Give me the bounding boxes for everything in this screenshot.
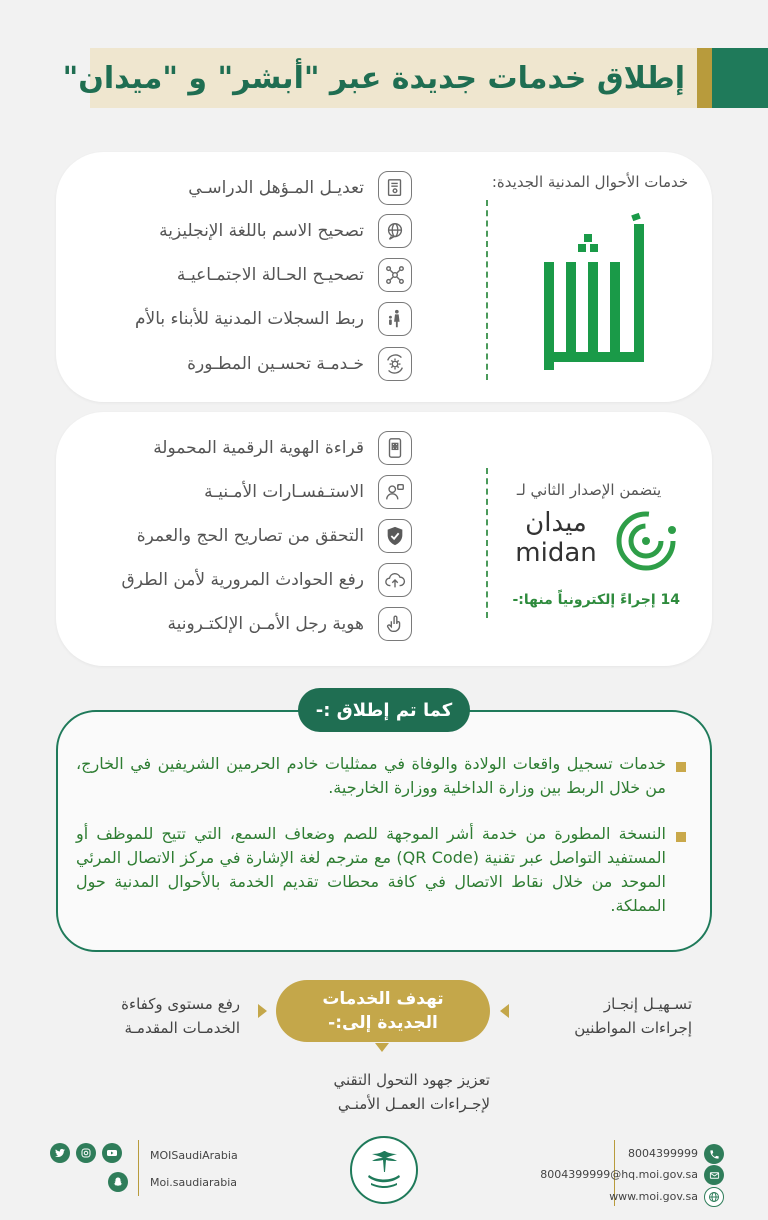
goal-bottom-line1: تعزيز جهود التحول التقني (333, 1071, 490, 1089)
midan-item-label: رفع الحوادث المرورية لأمن الطرق (121, 570, 364, 590)
absher-item-social-status (82, 257, 412, 293)
youtube-icon[interactable] (102, 1143, 122, 1163)
goal-arrow-down-icon (375, 1043, 389, 1052)
bullet-square-icon (676, 762, 686, 772)
bullet-square-icon (676, 832, 686, 842)
also-launched-section (56, 710, 712, 952)
instagram-icon[interactable] (76, 1143, 96, 1163)
social-handle-2[interactable]: Moi.saudiarabia (150, 1176, 238, 1189)
midan-item-label: قراءة الهوية الرقمية المحمولة (153, 438, 364, 458)
page-title: إطلاق خدمات جديدة عبر "أبشر" و "ميدان" (62, 60, 685, 96)
absher-item-label: ربط السجلات المدنية للأبناء بالأم (134, 309, 364, 329)
absher-item-label: خـدمـة تحسـين المطـورة (187, 354, 364, 374)
certificate-icon (378, 171, 412, 205)
also-bullet-1 (76, 752, 686, 800)
language-icon (378, 214, 412, 248)
midan-caption: يتضمن الإصدار الثاني لـ (516, 481, 662, 499)
goal-bottom (333, 1068, 490, 1116)
qr-phone-icon (378, 431, 412, 465)
contact-website[interactable]: www.moi.gov.sa (609, 1190, 698, 1203)
goal-right-line2: إجراءات المواطنين (574, 1019, 692, 1037)
midan-logo-latin: midan (515, 538, 597, 568)
goal-left-line1: رفع مستوى وكفاءة (121, 995, 240, 1013)
also-launched-pill: كما تم إطلاق :- (298, 688, 470, 732)
midan-logo (506, 508, 682, 574)
svg-text:?: ? (396, 485, 400, 491)
midan-count: 14 إجراءً إلكترونياً منها:- (512, 592, 680, 608)
palm-swords-emblem-icon (359, 1145, 409, 1195)
midan-item-security-inquiries (82, 474, 412, 510)
absher-item-link-records (82, 301, 412, 337)
absher-item-improve-service (82, 346, 412, 382)
goal-right-line1: تسـهيـل إنجـاز (603, 995, 692, 1013)
ministry-emblem (350, 1136, 418, 1204)
absher-logo (540, 210, 650, 370)
gear-refresh-icon (378, 347, 412, 381)
contact-phone[interactable]: 8004399999 (628, 1147, 698, 1160)
midan-logo-icon (612, 508, 680, 574)
goal-right (574, 992, 692, 1040)
midan-item-label: الاستـفسـارات الأمـنيـة (204, 482, 364, 502)
absher-item-label: تصحيح الاسم باللغة الإنجليزية (159, 221, 364, 241)
midan-item-label: هوية رجل الأمـن الإلكتـرونية (167, 614, 364, 634)
contact-email[interactable]: 8004399999@hq.moi.gov.sa (540, 1168, 698, 1181)
absher-caption: خدمات الأحوال المدنية الجديدة: (491, 173, 689, 191)
phone-icon (704, 1144, 724, 1164)
globe-cursor-icon (704, 1187, 724, 1207)
goal-arrow-right-icon (500, 1004, 509, 1018)
network-icon (378, 258, 412, 292)
absher-logo-icon (540, 210, 650, 370)
social-icons-row (50, 1143, 122, 1163)
header-gold-bar (697, 48, 712, 108)
goal-arrow-left-icon (258, 1004, 267, 1018)
cloud-upload-icon (378, 563, 412, 597)
snapchat-icon[interactable] (108, 1172, 128, 1192)
midan-item-traffic-accidents (82, 562, 412, 598)
goals-center-badge (276, 980, 490, 1042)
midan-divider (486, 468, 488, 618)
midan-logo-arabic: ميدان (525, 508, 587, 538)
goal-left-line2: الخدمـات المقدمـة (124, 1019, 240, 1037)
midan-item-hajj-permits (82, 518, 412, 554)
goals-center-line1: تهدف الخدمات (322, 989, 444, 1009)
family-icon (378, 302, 412, 336)
shield-check-icon (378, 519, 412, 553)
midan-item-digital-id (82, 430, 412, 466)
also-bullet-text: النسخة المطورة من خدمة أشر الموجهة للصم وضعاف السمع، التي تتيح للموظف أو المستفيد التواصل عبر تقنية (QR Code) مع مترجم لغة الإشارة في مركز الاتصال المرئي الموحد من خلال نقاط الاتصال في كافة محطات تقديم الخدمة بالأحوال المدنية حول المملكة. (76, 824, 667, 915)
snapchat-button[interactable] (108, 1172, 128, 1192)
also-bullet-text: خدمات تسجيل واقعات الولادة والوفاة في ممثليات خادم الحرمين الشريفين في الخارج، من خلال الربط بين وزارة الداخلية ووزارة الخارجية. (76, 754, 666, 797)
social-handle-1[interactable]: MOISaudiArabia (150, 1149, 238, 1162)
goals-center-line2: الجديدة إلى:- (328, 1013, 438, 1033)
footer-left-divider (138, 1140, 139, 1196)
header-green-bar (712, 48, 768, 108)
header-banner (62, 48, 697, 108)
user-question-icon (378, 475, 412, 509)
absher-item-label: تصحيـح الحـالة الاجتمـاعيـة (176, 265, 364, 285)
absher-divider (486, 200, 488, 380)
midan-item-officer-id (82, 606, 412, 642)
absher-item-english-name (82, 213, 412, 249)
touch-icon (378, 607, 412, 641)
email-icon (704, 1165, 724, 1185)
goal-bottom-line2: لإجـراءات العمـل الأمنـي (337, 1095, 490, 1113)
midan-item-label: التحقق من تصاريح الحج والعمرة (136, 526, 364, 546)
absher-item-label: تعديـل المـؤهل الدراسـي (188, 178, 364, 198)
twitter-icon[interactable] (50, 1143, 70, 1163)
goal-left (121, 992, 240, 1040)
also-bullet-2 (76, 822, 686, 918)
absher-item-education (82, 170, 412, 206)
